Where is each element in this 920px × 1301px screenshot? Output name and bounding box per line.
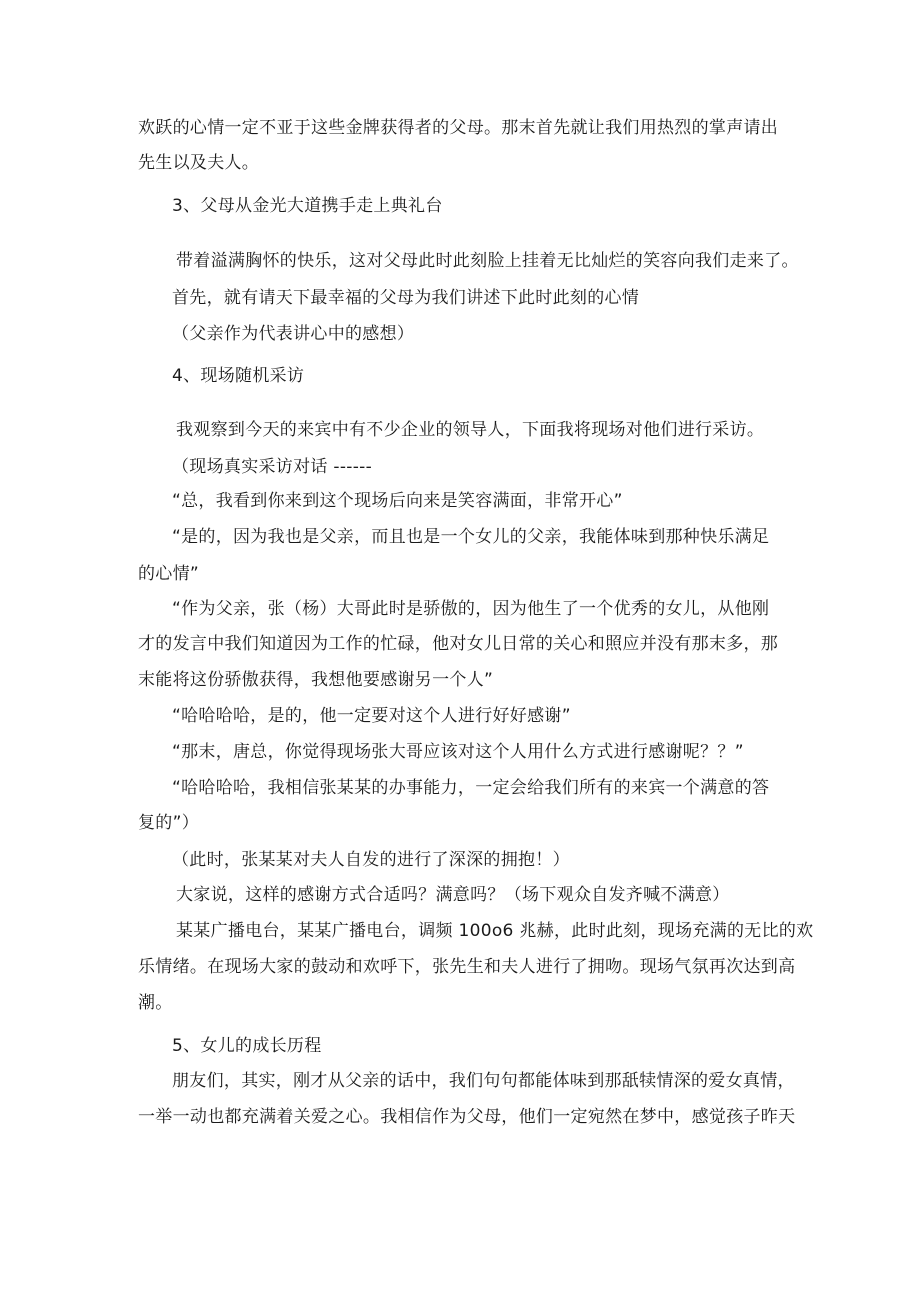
text-line: 先生以及夫人。 — [138, 153, 260, 173]
text-line: 带着溢满胸怀的快乐，这对父母此时此刻脸上挂着无比灿烂的笑容向我们走来了。 — [176, 251, 799, 271]
dialogue-line: “总，我看到你来到这个现场后向来是笑容满面，非常开心” — [172, 491, 623, 511]
dialogue-line: “那末，唐总，你觉得现场张大哥应该对这个人用什么方式进行感谢呢？？” — [172, 742, 744, 762]
text-line: 我观察到今天的来宾中有不少企业的领导人，下面我将现场对他们进行采访。 — [176, 420, 765, 440]
text-line: 潮。 — [138, 993, 173, 1013]
dialogue-line: “作为父亲，张（杨）大哥此时是骄傲的，因为他生了一个优秀的女儿，从他刚 — [172, 599, 770, 619]
text-line: 首先，就有请天下最幸福的父母为我们讲述下此时此刻的心情 — [172, 288, 640, 308]
dialogue-line: 复的”） — [138, 813, 200, 833]
section-heading: 4、现场随机采访 — [172, 366, 305, 386]
text-line: 一举一动也都充满着关爱之心。我相信作为父母，他们一定宛然在梦中，感觉孩子昨天 — [138, 1107, 796, 1127]
text-line: 欢跃的心情一定不亚于这些金牌获得者的父母。那末首先就让我们用热烈的掌声请出 — [138, 118, 779, 138]
dialogue-line: “哈哈哈哈，我相信张某某的办事能力，一定会给我们所有的来宾一个满意的答 — [172, 778, 770, 798]
dialogue-line: 才的发言中我们知道因为工作的忙碌，他对女儿日常的关心和照应并没有那末多，那 — [138, 634, 779, 654]
dialogue-line: “哈哈哈哈，是的，他一定要对这个人进行好好感谢” — [172, 706, 571, 726]
text-line: 朋友们，其实，刚才从父亲的话中，我们句句都能体味到那舐犊情深的爱女真情， — [172, 1071, 795, 1091]
text-line: 大家说，这样的感谢方式合适吗？满意吗？（场下观众自发齐喊不满意） — [176, 885, 730, 905]
dialogue-line: 的心情” — [138, 564, 200, 584]
text-line: 某某广播电台，某某广播电台，调频 100o6 兆赫，此时此刻，现场充满的无比的欢 — [176, 921, 814, 941]
text-line: （父亲作为代表讲心中的感想） — [172, 324, 415, 344]
section-heading: 5、女儿的成长历程 — [172, 1036, 322, 1056]
section-heading: 3、父母从金光大道携手走上典礼台 — [172, 196, 443, 216]
text-line: （此时，张某某对夫人自发的进行了深深的拥抱！） — [172, 850, 570, 870]
text-line: （现场真实采访对话 ------ — [172, 457, 373, 477]
text-line: 乐情绪。在现场大家的鼓动和欢呼下，张先生和夫人进行了拥吻。现场气氛再次达到高 — [138, 957, 796, 977]
dialogue-line: “是的，因为我也是父亲，而且也是一个女儿的父亲，我能体味到那种快乐满足 — [172, 527, 770, 547]
dialogue-line: 末能将这份骄傲获得，我想他要感谢另一个人” — [138, 670, 494, 690]
